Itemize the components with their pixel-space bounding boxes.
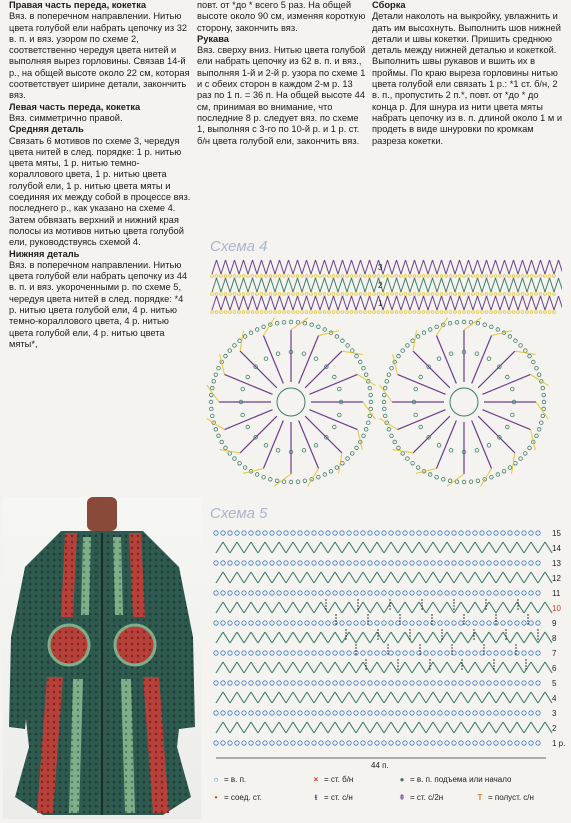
scheme-5-title: Схема 5 [210, 505, 268, 522]
scheme-4-row-label: 1 [378, 299, 383, 308]
scheme-5-row-label: 1 р. [552, 739, 566, 748]
cardigan-photo [3, 497, 201, 819]
scheme-5-row-label: 7 [552, 649, 557, 658]
double-crochet-icon: ŧ [314, 793, 318, 802]
slip-stitch-icon: • [214, 793, 218, 802]
scheme-5-row-label: 6 [552, 664, 557, 673]
legend-dc [311, 793, 353, 803]
legend-turn-ch [397, 775, 511, 785]
scheme-5-row-label: 3 [552, 709, 557, 718]
lower-text-continued: повт. от *до * всего 5 раз. На общей высоте около 90 см, изменяя короткую сторону, закончить вяз. [197, 0, 366, 33]
assembly-heading: Сборка [372, 0, 406, 10]
middle-text: Связать 6 мотивов по схеме 3, чередуя цвета нитей в след. порядке: 1 р. нитью цвета мяты, 1 р. нитью темно-кораллового цвета, 1 р. нитью цвета голубой ели, 1 р. нитью цвета мяты и соединяя их между собой в процессе вяз. последнего р., как указано на схеме 4. Затем обвязать верхний и нижний края полосы из мотивов нитью цвета голубой ели, руководствуясь схемой 4. [9, 135, 191, 248]
sleeves-text: Вяз. сверху вниз. Нитью цвета голубой ели набрать цепочку из 62 в. п. и вяз., выполняя 1-й и 2-й р. узора по схеме 1 и с обеих сторон в каждом 2-м р. 13 раз по 1 п. = 36 п. На общей высоте 44 см, принимая во внимание, что последние 8 р. следует вяз. по схеме 1, выполняя с 3-го по 10-й р. и 1 р. ст. б/н цвета голубой ели, закончить вяз. [197, 45, 366, 146]
scheme-4-row-label: 3 [378, 263, 383, 272]
scheme-5-row-label: 13 [552, 559, 561, 568]
scheme-5-row-label: 2 [552, 724, 557, 733]
scheme-5-row-label: 12 [552, 574, 561, 583]
text-column-3 [372, 0, 564, 147]
scheme-4-row-label: 2 [378, 281, 383, 290]
legend-tr-label: = ст. с/2н [410, 793, 444, 802]
lower-heading: Нижняя деталь [9, 248, 80, 259]
left-front-text: Вяз. симметрично правой. [9, 112, 123, 123]
scheme-5-diagram [206, 520, 568, 770]
scheme-5-row-label: 4 [552, 694, 557, 703]
scheme-5-row-label: 9 [552, 619, 557, 628]
scheme-4-diagram [206, 252, 562, 490]
text-column-1 [9, 0, 193, 350]
scheme-5-row-label: 5 [552, 679, 557, 688]
scheme-5-row-label: 11 [552, 589, 561, 598]
legend-hdc [475, 793, 534, 803]
sleeves-heading: Рукава [197, 33, 229, 44]
lower-text: Вяз. в поперечном направлении. Нитью цвета голубой ели набрать цепочку из 44 в. п. и вяз. укороченными р. по схеме 5, чередуя цвета нитей в след. порядке: *4 р. нитью цвета голубой ели, 4 р. нитью темно-кораллового цвета, 4 р. нитью цвета голубой ели, 4 р. нитью цвета мяты*, [9, 259, 188, 349]
legend-ch-label: = в. п. [224, 775, 247, 784]
legend-sc [311, 775, 353, 785]
turning-chain-icon: ● [399, 775, 405, 784]
scheme-5-row-label: 10 [552, 604, 561, 613]
legend-tr [397, 793, 443, 803]
treble-crochet-icon: ǂ [399, 793, 405, 802]
single-crochet-icon: × [313, 775, 319, 784]
scheme-4-title: Схема 4 [210, 238, 268, 255]
legend-turn-ch-label: = в. п. подъема или начало [410, 775, 512, 784]
legend-slst [211, 793, 262, 803]
symbol-legend [207, 771, 555, 817]
right-front-heading: Правая часть переда, кокетка [9, 0, 147, 10]
left-front-heading: Левая часть переда, кокетка [9, 101, 141, 112]
scheme-5-row-label: 8 [552, 634, 557, 643]
middle-heading: Средняя деталь [9, 124, 84, 135]
assembly-text: Детали наколоть на выкройку, увлажнить и дать им высохнуть. Выполнить шов нижней детали и швы кокетки. Пришить среднюю деталь между нижней деталью и кокеткой. Выполнить швы рукавов и вшить их в проймы. По краю выреза горловины нитью цвета голубой ели связать 1 р.: *1 ст. б/н, 2 в. п., пропустить 2 п.*, повт. от *до * до конца р. Для шнура из нити цвета мяты набрать цепочку из в. п. длиной около 1 м и продеть в виде шнуровки по кромкам разреза кокетки. [372, 11, 563, 146]
chain-icon: ○ [213, 775, 219, 784]
legend-dc-label: = ст. с/н [324, 793, 353, 802]
legend-ch [211, 775, 246, 785]
scheme-5-row-label: 15 [552, 529, 561, 538]
scheme-5-row-label: 14 [552, 544, 561, 553]
legend-slst-label: = соед. ст. [224, 793, 262, 802]
cardigan-illustration [3, 497, 201, 819]
legend-sc-label: = ст. б/н [324, 775, 354, 784]
half-double-crochet-icon: T [477, 793, 483, 802]
scheme-5-width-label: 44 п. [371, 761, 389, 770]
right-front-text: Вяз. в поперечном направлении. Нитью цвета голубой ели набрать цепочку из 32 в. п. и вяз. узором по схеме 2, соответственно чередуя цвета нитей и выполняя вырез горловины. Связав 14-й р., на общей высоте около 22 см, которая соответствует ширине детали, закончить вяз. [9, 11, 190, 101]
legend-hdc-label: = полуст. с/н [488, 793, 534, 802]
text-column-2 [197, 0, 367, 147]
